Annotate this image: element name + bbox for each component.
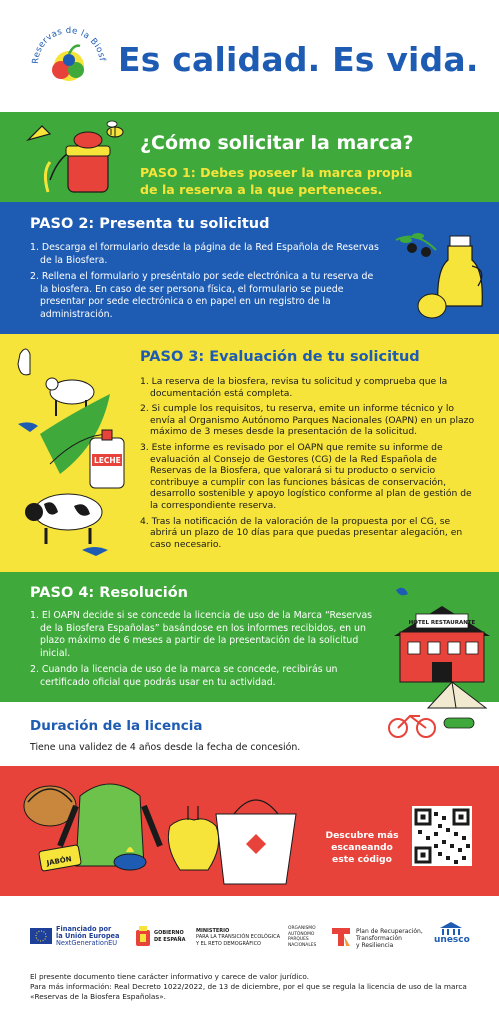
oapn-line-2: AUTÓNOMO <box>288 931 315 937</box>
list-item: 4. Tras la notificación de la valoración de la propuesta por el CG, se abrirá un plazo de 10 días para que puedas presentar alegación, en caso necesario. <box>140 515 463 550</box>
eu-line-3: NextGenerationEU <box>56 939 118 947</box>
unesco-temple-icon <box>438 922 464 936</box>
step2-list <box>30 242 380 326</box>
qr-code[interactable] <box>412 806 472 866</box>
hotel-sign: HOTEL RESTAURANTE <box>408 620 476 626</box>
gov-line-2: DE ESPAÑA <box>154 937 186 943</box>
qr-caption <box>322 830 402 866</box>
farm-illustration <box>0 334 130 572</box>
header <box>0 0 499 112</box>
disclaimer <box>30 972 480 1002</box>
step3-list <box>140 376 480 554</box>
disclaimer-line-1: El presente documento tiene carácter informativo y carece de valor jurídico. <box>30 972 309 981</box>
step2-section <box>0 202 499 334</box>
step3-section <box>0 334 499 572</box>
qr-caption-line-1: Descubre más <box>325 830 399 841</box>
plan-logo-text <box>356 928 423 949</box>
step4-list <box>30 610 380 694</box>
eu-line-2: la Unión Europea <box>56 932 120 940</box>
eu-flag-icon <box>30 928 52 944</box>
plan-line-1: Plan de Recuperación, <box>356 928 423 935</box>
page-title: Es calidad. Es vida. <box>118 40 479 79</box>
gov-logo-text <box>154 930 185 944</box>
step2-title: PASO 2: Presenta tu solicitud <box>30 216 270 232</box>
duration-text: Tiene una validez de 4 años desde la fecha de concesión. <box>30 742 301 753</box>
disclaimer-line-3: «Reservas de la Biosfera Españolas». <box>30 992 166 1001</box>
ministry-line-1: MINISTERIO <box>196 928 230 934</box>
list-item: 3. Este informe es revisado por el OAPN que remite su informe de evaluación al Consejo de Gestores (CG) de la Red Española de Reservas de la Biosfera, que valorará si tu producto o servicio contribuye a cumplir con las funciones básicas de conservación, desarrollo sostenible y apoyo logístico conforme al plan de gestión de la correspondiente reserva. <box>140 441 472 511</box>
unesco-text: unesco <box>434 935 470 945</box>
intro-section <box>0 112 499 202</box>
camping-illustration <box>386 678 496 742</box>
qr-caption-line-2: escaneando <box>331 842 393 853</box>
list-item: 2. Cuando la licencia de uso de la marca se concede, recibirás un certificado oficial que podrás usar en tu actividad. <box>30 664 338 688</box>
list-item: 1. La reserva de la biosfera, revisa tu solicitud y comprueba que la documentación está completa. <box>140 376 448 399</box>
eu-line-1: Financiado por <box>56 925 112 933</box>
sponsor-logos <box>0 920 499 960</box>
olive-oil-illustration <box>386 210 496 330</box>
duration-section <box>0 702 499 766</box>
plan-line-3: y Resiliencia <box>356 942 394 949</box>
list-item: 2. Rellena el formulario y preséntalo por sede electrónica a tu reserva de la biosfera. En caso de ser persona física, el formulario se puede presentar por sede electrónica o en papel en un registro de la administración. <box>30 271 374 320</box>
eu-logo-text <box>56 926 119 947</box>
ministry-line-3: Y EL RETO DEMOGRÁFICO <box>196 940 261 947</box>
step1-line-2: de la reserva a la que perteneces. <box>140 182 383 197</box>
duration-title: Duración de la licencia <box>30 718 203 734</box>
qr-caption-line-3: este código <box>332 854 392 865</box>
oapn-line-1: ORGANISMO <box>288 926 316 931</box>
products-illustration <box>20 766 320 896</box>
oapn-line-3: PARQUES <box>288 937 309 943</box>
ministry-line-2: PARA LA TRANSICIÓN ECOLÓGICA <box>196 934 281 941</box>
list-item: 1. Descarga el formulario desde la página de la Red Española de Reservas de la Biosfera. <box>30 242 379 266</box>
step1-text <box>140 164 440 198</box>
plan-line-2: Transformación <box>356 935 402 942</box>
recovery-plan-icon <box>330 926 352 948</box>
biosphere-logo-icon <box>25 13 110 102</box>
gov-line-1: GOBIERNO <box>154 930 184 936</box>
jam-jar-illustration <box>20 112 140 202</box>
biosphere-logo <box>25 13 110 102</box>
step3-title: PASO 3: Evaluación de tu solicitud <box>140 349 420 365</box>
spain-coat-of-arms-icon <box>134 926 152 948</box>
logo-arc-text: Reservas de la Biosfera Españolas <box>25 13 107 65</box>
soap-label: JABÓN <box>46 855 73 868</box>
ministry-logo-text <box>196 928 280 947</box>
list-item: 1. El OAPN decide si se concede la licencia de uso de la Marca “Reservas de la Biosfera Españolas” basándose en los informes recibidos, en un plazo máximo de 6 meses a partir de la presentación de la solicitud inicial. <box>30 610 373 659</box>
step4-title: PASO 4: Resolución <box>30 585 189 601</box>
intro-title: ¿Cómo solicitar la marca? <box>140 132 414 154</box>
qr-code-icon <box>412 806 472 866</box>
milk-label: LECHE <box>94 456 121 465</box>
oapn-logo-text <box>288 926 316 948</box>
step1-line-1: PASO 1: Debes poseer la marca propia <box>140 165 413 180</box>
oapn-line-4: NACIONALES <box>288 942 317 948</box>
disclaimer-line-2: Para más información: Real Decreto 1022/2022, de 13 de diciembre, por el que se regula la licencia de uso de la marca <box>30 982 467 991</box>
footer <box>0 896 499 1024</box>
list-item: 2. Si cumple los requisitos, tu reserva, emite un informe técnico y lo envía al Organismo Autónomo Parques Nacionales (OAPN) en un plazo máximo de 3 meses desde la presentación de la solicitud. <box>140 403 475 438</box>
